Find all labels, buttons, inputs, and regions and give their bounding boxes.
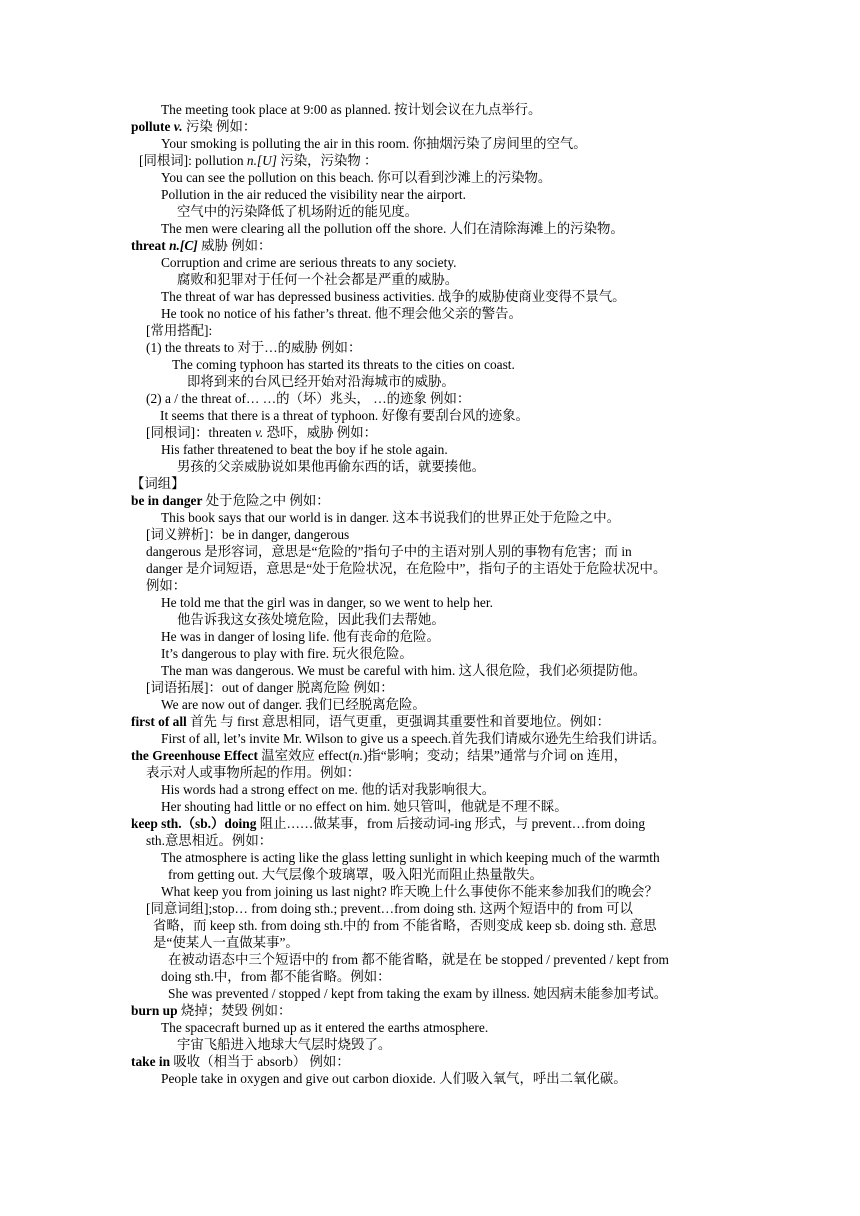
line-text: [词义辨析]：be in danger, dangerous (146, 527, 350, 542)
text-line (161, 101, 541, 118)
line-text: 腐败和犯罪对于任何一个社会都是严重的威胁。 (177, 272, 459, 287)
text-line (146, 679, 394, 696)
headword: v. (173, 119, 183, 134)
text-line (161, 798, 568, 815)
line-text: [同根词]: pollution (139, 153, 247, 168)
text-line (146, 424, 377, 441)
line-text: This book says that our world is in danger. 这本书说我们的世界正处于危险之中。 (161, 510, 620, 525)
text-line (131, 1053, 350, 1070)
line-text: He was in danger of losing life. 他有丧命的危险。 (161, 629, 440, 644)
text-line (131, 747, 627, 764)
line-text: 首先 与 first 意思相同，语气更重，更强调其重要性和首要地位。例如： (186, 714, 611, 729)
headword: burn up (131, 1003, 178, 1018)
text-line (131, 492, 330, 509)
line-text: n.[U] (246, 153, 278, 168)
line-text: He told me that the girl was in danger, so we went to help her. (161, 595, 493, 610)
text-line (146, 764, 360, 781)
text-line (161, 730, 665, 747)
text-line (161, 849, 660, 866)
text-line (172, 356, 515, 373)
line-text: sth.意思相近。例如： (146, 833, 273, 848)
text-line (131, 118, 256, 135)
text-line (161, 968, 391, 985)
text-line (146, 390, 470, 407)
line-text: His father threatened to beat the boy if he stole again. (161, 442, 448, 457)
text-line (131, 237, 271, 254)
text-line (146, 900, 633, 917)
line-text: Corruption and crime are serious threats to any society. (161, 255, 457, 270)
text-line (131, 713, 610, 730)
text-line (161, 628, 440, 645)
line-text: [常用搭配]: (146, 323, 213, 338)
text-line (161, 169, 551, 186)
line-text: 吸收（相当于 absorb） 例如： (170, 1054, 350, 1069)
line-text: The coming typhoon has started its threats to the cities on coast. (172, 357, 515, 372)
line-text: The atmosphere is acting like the glass letting sunlight in which keeping much of the warmth (161, 850, 660, 865)
headword: n.[C] (169, 238, 198, 253)
headword: keep sth.（sb.）doing (131, 816, 257, 831)
text-line (177, 203, 418, 220)
text-line (146, 543, 632, 560)
text-line (131, 475, 185, 492)
line-text: The men were clearing all the pollution off the shore. 人们在清除海滩上的污染物。 (161, 221, 624, 236)
text-line (146, 526, 349, 543)
headword: first of all (131, 714, 187, 729)
line-text: First of all, let’s invite Mr. Wilson to give us a speech.首先我们请威尔逊先生给我们讲话。 (161, 731, 666, 746)
headword: take in (131, 1054, 171, 1069)
text-line (161, 288, 626, 305)
text-line (146, 322, 212, 339)
line-text: 威胁 例如： (197, 238, 272, 253)
text-line (168, 951, 669, 968)
line-text: His words had a strong effect on me. 他的话对我影响很大。 (161, 782, 496, 797)
line-text: )指“影响；变动；结果”通常与介词 on 连用， (362, 748, 628, 763)
line-text: 即将到来的台风已经开始对沿海城市的威胁。 (187, 374, 455, 389)
headword: threat (131, 238, 166, 253)
line-text: 烧掉；焚毁 例如： (177, 1003, 292, 1018)
line-text: You can see the pollution on this beach. 你可以看到沙滩上的污染物。 (161, 170, 552, 185)
text-line (161, 220, 624, 237)
line-text: 例如： (146, 578, 187, 593)
line-text: from getting out. 大气层像个玻璃罩，吸入阳光而阻止热量散失。 (168, 867, 543, 882)
text-line (177, 611, 445, 628)
line-text: 阻止……做某事，from 后接动词-ing 形式，与 prevent…from doing (256, 816, 646, 831)
line-text: He took no notice of his father’s threat. 他不理会他父亲的警告。 (161, 306, 522, 321)
text-line (161, 254, 457, 271)
headword: be in danger (131, 493, 203, 508)
text-line (177, 1036, 391, 1053)
text-line (161, 645, 413, 662)
line-text: People take in oxygen and give out carbon dioxide. 人们吸入氧气，呼出二氧化碳。 (161, 1071, 627, 1086)
line-text: danger 是介词短语，意思是“处于危险状况，在危险中”，指句子的主语处于危险状况中。 (146, 561, 667, 576)
line-text: 处于危险之中 例如： (202, 493, 330, 508)
line-text: The meeting took place at 9:00 as planned. 按计划会议在九点举行。 (161, 102, 542, 117)
text-line (161, 441, 448, 458)
line-text: 温室效应 effect( (257, 748, 353, 763)
line-text: 污染 例如： (182, 119, 257, 134)
text-line (177, 271, 458, 288)
text-line (161, 883, 658, 900)
text-line (146, 832, 272, 849)
line-text: 恐吓，威胁 例如： (263, 425, 378, 440)
line-text: v. (254, 425, 264, 440)
line-text: Her shouting had little or no effect on him. 她只管叫，他就是不理不睬。 (161, 799, 568, 814)
line-text: 省略，而 keep sth. from doing sth.中的 from 不能省略，否则变成 keep sb. doing sth. 意思 (153, 918, 657, 933)
line-text: (1) the threats to 对于…的威胁 例如： (146, 340, 362, 355)
headword: pollute (131, 119, 171, 134)
line-text: [同根词]：threaten (146, 425, 255, 440)
line-text: 宇宙飞船进入地球大气层时烧毁了。 (177, 1037, 392, 1052)
line-text: (2) a / the threat of… …的（坏）兆头， …的迹象 例如： (146, 391, 471, 406)
line-text: Your smoking is polluting the air in this room. 你抽烟污染了房间里的空气。 (161, 136, 587, 151)
text-line (139, 152, 377, 169)
line-text: 是“使某人一直做某事”。 (153, 935, 299, 950)
text-line (161, 781, 495, 798)
text-line (131, 1002, 291, 1019)
text-line (161, 186, 466, 203)
text-line (168, 866, 543, 883)
text-line (161, 1070, 627, 1087)
line-text: It seems that there is a threat of typhoon. 好像有要刮台风的迹象。 (160, 408, 529, 423)
text-line (146, 339, 361, 356)
text-line (146, 560, 666, 577)
line-text: 污染，污染物 ： (277, 153, 378, 168)
headword: the Greenhouse Effect (131, 748, 258, 763)
line-text: 他告诉我这女孩处境危险，因此我们去帮她。 (177, 612, 445, 627)
text-line (161, 135, 587, 152)
line-text: dangerous 是形容词，意思是“危险的”指句子中的主语对别人别的事物有危害；而 in (146, 544, 632, 559)
line-text: [词语拓展]：out of danger 脱离危险 例如： (146, 680, 394, 695)
text-line (146, 577, 186, 594)
line-text: She was prevented / stopped / kept from taking the exam by illness. 她因病未能参加考试。 (168, 986, 668, 1001)
text-line (161, 509, 620, 526)
text-line (161, 305, 522, 322)
text-line (131, 815, 645, 832)
text-line (160, 407, 529, 424)
text-line (187, 373, 455, 390)
line-text: Pollution in the air reduced the visibility near the airport. (161, 187, 466, 202)
text-line (153, 934, 299, 951)
line-text: 男孩的父亲威胁说如果他再偷东西的话，就要揍他。 (177, 459, 485, 474)
line-text: 表示对人或事物所起的作用。例如： (146, 765, 361, 780)
line-text: 在被动语态中三个短语中的 from 都不能省略，就是在 be stopped / prevented / kept from (168, 952, 669, 967)
line-text: doing sth.中，from 都不能省略。例如： (161, 969, 391, 984)
text-line (161, 662, 646, 679)
text-line (168, 985, 667, 1002)
text-line (161, 1019, 488, 1036)
line-text: The man was dangerous. We must be careful with him. 这人很危险，我们必须提防他。 (161, 663, 647, 678)
text-line (153, 917, 657, 934)
line-text: [同意词组];stop… from doing sth.; prevent…from doing sth. 这两个短语中的 from 可以 (146, 901, 633, 916)
line-text: 空气中的污染降低了机场附近的能见度。 (177, 204, 419, 219)
line-text: We are now out of danger. 我们已经脱离危险。 (161, 697, 426, 712)
text-line (161, 594, 493, 611)
text-line (161, 696, 426, 713)
line-text: n. (352, 748, 363, 763)
line-text: 【词组】 (131, 476, 185, 491)
line-text: What keep you from joining us last night? 昨天晚上什么事使你不能来参加我们的晚会？ (161, 884, 658, 899)
line-text: The threat of war has depressed business activities. 战争的威胁使商业变得不景气。 (161, 289, 626, 304)
line-text: The spacecraft burned up as it entered the earths atmosphere. (161, 1020, 489, 1035)
text-line (177, 458, 485, 475)
line-text: It’s dangerous to play with fire. 玩火很危险。 (161, 646, 413, 661)
